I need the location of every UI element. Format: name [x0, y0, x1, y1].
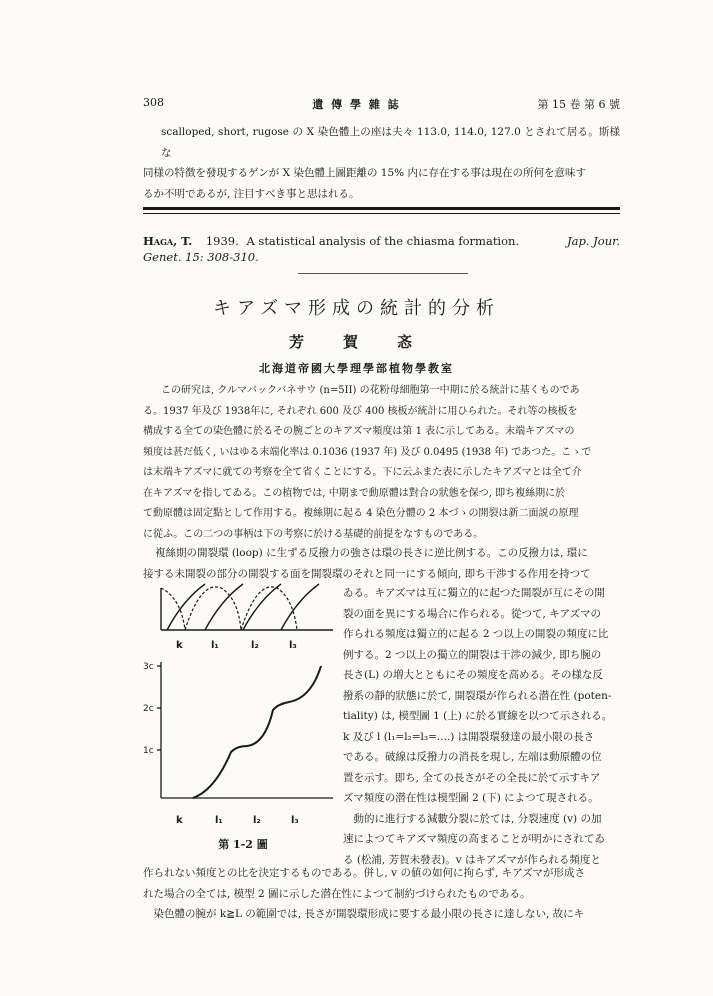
body-line: れた場合の全ては, 模型 2 圖に示した潜在性によつて制約づけられたものである。	[143, 887, 531, 900]
body-line: 作られない頻度との比を決定するものである。併し, v の値の如何に拘らず, キアズマが形成さ	[143, 867, 585, 879]
body-line: tiality) は, 模型圖 1 (上) に於る實線を以つて示される。	[343, 710, 613, 722]
abstract-line: 頻度は甚だ低く, いはゆる末端化率は 0.1036 (1937 年) 及び 0.0495 (1938 年) であつた。こゝで	[143, 446, 592, 458]
body-line: 接する未開裂の部分の開裂する面を開裂環のそれと同一にする傾向, 即ち干渉する作用を持つて	[143, 567, 591, 580]
abstract-line: 在キアズマを指してゐる。この植物では, 中期まで動原體は對合の狀態を保つ, 即ち複絲期に於	[143, 487, 566, 499]
solid-curve	[167, 584, 205, 630]
body-line: ゐる。キアズマは互に獨立的に起つた開裂が互にその開	[343, 587, 605, 599]
body-line: 裂の面を異にする場合に作られる。從つて, キアズマの	[343, 607, 602, 620]
body-line: 作られる頻度は獨立的に起る 2 つ以上の開裂の頻度に比	[343, 628, 609, 640]
top-paragraph	[143, 122, 620, 204]
body-line: る (松浦, 芳賀未發表)。v はキアズマが作られる頻度と	[343, 853, 601, 866]
body-line: 例する。2 つ以上の獨立的開裂は干渉の減少, 即ち腕の	[343, 648, 602, 661]
citation-year: 1939.	[205, 234, 239, 248]
page-number: 308	[143, 96, 164, 109]
solid-curve	[281, 584, 319, 630]
y-label-3c: 3c	[143, 662, 154, 672]
top-line: scalloped, short, rugose の X 染色體上の座は夫々 113.0, 114.0, 127.0 とされて居る。斯様な	[161, 126, 620, 159]
solid-curve	[243, 584, 281, 630]
abstract-line: 構成する全ての染色體に於るその腕ごとのキアズマ頻度は第 1 表に示してある。末端キアズマの	[143, 426, 575, 437]
citation-journal: Jap. Jour.	[567, 234, 620, 248]
body-line: 染色體の腕が k≧L の範圍では, 長さが開裂環形成に要する最小限の長さに達しない, 故にキ	[143, 908, 585, 920]
abstract-line: この研究は, クルマバックバネサウ (n=5II) の花粉母細胞第一中期に於る統計に基くものであ	[161, 385, 580, 396]
potential-curve	[193, 666, 321, 798]
solid-curve	[205, 584, 243, 630]
figure-1-2	[143, 570, 343, 810]
bottom-label-l1: l₁	[215, 815, 223, 826]
top-label-l2: l₂	[251, 640, 259, 651]
abstract	[143, 381, 620, 545]
abstract-line: て動原體は固定點として作用する。複絲期に起る 4 染色分體の 2 本づゝの開裂は新二面説の原理	[143, 508, 579, 519]
citation-title: A statistical analysis of the chiasma formation.	[246, 234, 520, 248]
article-author: 芳 賀 忞	[288, 333, 424, 351]
citation-line2: Genet. 15: 308-310.	[143, 250, 259, 264]
body-line: 動的に進行する減數分裂に於ては, 分裂速度 (v) の加	[343, 812, 602, 825]
bottom-labels	[143, 815, 343, 831]
thick-rule	[143, 207, 620, 210]
bottom-label-l3: l₃	[291, 815, 299, 826]
body-right-column	[343, 583, 620, 870]
volume-info: 第 15 卷 第 6 號	[537, 98, 620, 111]
body-line: 速によつてキアズマ頻度の高まることが明かにされてゐ	[343, 833, 605, 845]
y-label-2c: 2c	[143, 704, 154, 714]
figure-caption: 第 1-2 圖	[218, 838, 268, 851]
body-line: 置を示す。即ち, 全ての長さがその全長に於て示すキア	[343, 771, 601, 784]
body-line: ズマ頻度の潜在性は模型圖 2 (下) によつて現される。	[343, 792, 599, 804]
top-line: るか不明であるが, 注目すべき事と思はれる。	[143, 187, 360, 200]
top-label-l3: l₃	[289, 640, 297, 651]
thin-rule	[143, 213, 620, 214]
body-line: 長さ(L) の増大とともにその頻度を高める。その様な反	[343, 669, 604, 681]
abstract-line: る。1937 年及び 1938年に, それぞれ 600 及び 400 核板が統計に用ひられた。それ等の核板を	[143, 405, 578, 417]
body-line: 撥系の靜的狀態に於て, 開裂環が作られる潜在性 (poten-	[343, 689, 612, 702]
top-label-k: k	[176, 640, 183, 651]
journal-name: 遺 傳 學 雜 誌	[312, 98, 401, 111]
y-label-1c: 1c	[143, 746, 154, 756]
citation-author: Haga, T.	[143, 234, 193, 248]
top-line: 同様の特徴を發現するゲンが X 染色體上圖距離の 15% 内に存在する事は現在の所何を意味す	[143, 167, 586, 179]
bottom-label-l2: l₂	[253, 815, 261, 826]
abstract-line: に從ふ。この二つの事柄は下の考察に於ける基礎的前提をなすものである。	[143, 528, 484, 540]
body-bottom	[143, 863, 620, 925]
article-affiliation: 北海道帝國大學理學部植物學教室	[259, 362, 454, 375]
bottom-label-k: k	[176, 815, 183, 826]
citation	[143, 234, 620, 248]
dashed-curve	[161, 588, 185, 630]
abstract-line: は末端キアズマに就ての考察を全て省くことにする。下に云ふまた表に示したキアズマとは全て介	[143, 467, 582, 478]
article-title: キアズマ形成の統計的分析	[213, 298, 500, 319]
body-line: k 及び l (l₁=l₂=l₃=....) は開裂環發達の最小限の長さ	[343, 730, 595, 743]
top-label-l1: l₁	[211, 640, 219, 651]
separator-rule	[298, 273, 468, 274]
body-line: である。破線は反撥力の消長を現し, 左端は動原體の位	[343, 751, 602, 763]
body-line: 複絲期の開裂環 (loop) に生ずる反撥力の強さは環の長さに逆比例する。この反撥力は, 環に	[155, 547, 588, 559]
